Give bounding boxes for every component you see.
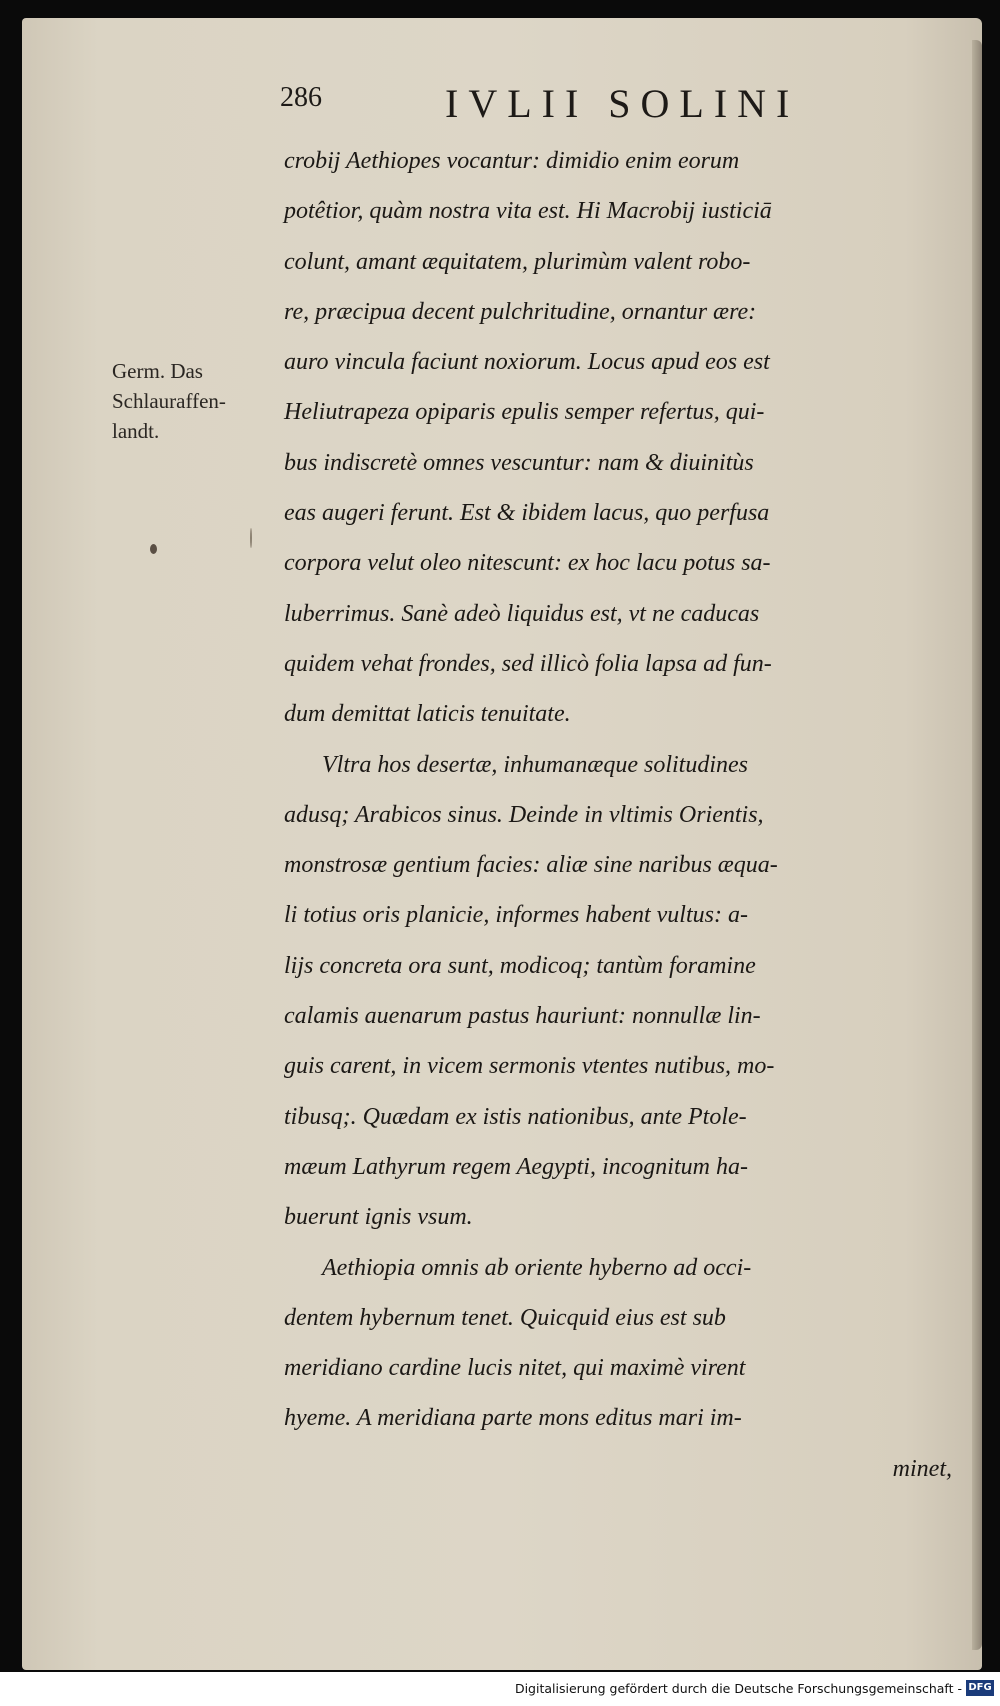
text-line: eas augeri ferunt. Est & ibidem lacus, quo perfusa: [284, 500, 770, 527]
text-line: buerunt ignis vsum.: [284, 1204, 473, 1231]
text-line: monstrosæ gentium facies: aliæ sine naribus æqua-: [284, 852, 778, 879]
text-line: quidem vehat frondes, sed illicò folia lapsa ad fun-: [284, 650, 772, 677]
text-line: crobij Aethiopes vocantur: dimidio enim eorum: [284, 148, 740, 174]
text-line: Heliutrapeza opiparis epulis semper refertus, qui-: [284, 399, 765, 426]
text-line: minet,: [892, 1455, 952, 1482]
marginal-note-line: landt.: [112, 419, 160, 443]
text-line: calamis auenarum pastus hauriunt: nonnullæ lin-: [284, 1003, 761, 1030]
ink-speck: [150, 544, 157, 554]
ink-speck: [250, 528, 252, 548]
text-line: guis carent, in vicem sermonis vtentes nutibus, mo-: [284, 1053, 775, 1080]
text-line: meridiano cardine lucis nitet, qui maximè virent: [284, 1355, 746, 1382]
marginal-note-line: Schlauraffen-: [112, 389, 226, 413]
dfg-logo-icon: DFG: [966, 1680, 994, 1696]
text-line: colunt, amant æquitatem, plurimùm valent robo-: [284, 248, 751, 275]
page-edge: [972, 40, 982, 1650]
text-line: re, præcipua decent pulchritudine, ornantur ære:: [284, 298, 757, 325]
text-line: dentem hybernum tenet. Quicquid eius est sub: [284, 1304, 726, 1331]
text-line: adusq; Arabicos sinus. Deinde in vltimis Orientis,: [284, 801, 764, 828]
text-line: corpora velut oleo nitescunt: ex hoc lacu potus sa-: [284, 550, 771, 577]
text-line: Vltra hos desertæ, inhumanæque solitudines: [322, 751, 748, 778]
text-line: Aethiopia omnis ab oriente hyberno ad occi-: [322, 1254, 752, 1281]
text-line: mæum Lathyrum regem Aegypti, incognitum ha-: [284, 1153, 748, 1180]
marginal-note: [112, 356, 284, 446]
text-line: hyeme. A meridiana parte mons editus mari im-: [284, 1405, 742, 1432]
footer-credit: Digitalisierung gefördert durch die Deutsche Forschungsgemeinschaft -: [514, 1681, 962, 1696]
body-text: [284, 136, 960, 1494]
page-number: 286: [280, 82, 322, 113]
text-line: potêtior, quàm nostra vita est. Hi Macrobij iusticiā: [284, 198, 772, 225]
text-line: dum demittat laticis tenuitate.: [284, 701, 571, 728]
digitization-footer: [0, 1672, 1000, 1706]
text-line: lijs concreta ora sunt, modicoq; tantùm foramine: [284, 952, 756, 979]
running-title: IVLII SOLINI: [445, 81, 800, 126]
text-line: bus indiscretè omnes vescuntur: nam & diuinitùs: [284, 449, 754, 476]
running-head: [280, 80, 840, 124]
text-line: auro vincula faciunt noxiorum. Locus apud eos est: [284, 349, 770, 376]
marginal-note-line: Germ. Das: [112, 359, 203, 383]
text-line: tibusq;. Quædam ex istis nationibus, ante Ptole-: [284, 1103, 747, 1130]
text-line: li totius oris planicie, informes habent vultus: a-: [284, 902, 748, 929]
text-line: luberrimus. Sanè adeò liquidus est, vt ne caducas: [284, 600, 760, 627]
